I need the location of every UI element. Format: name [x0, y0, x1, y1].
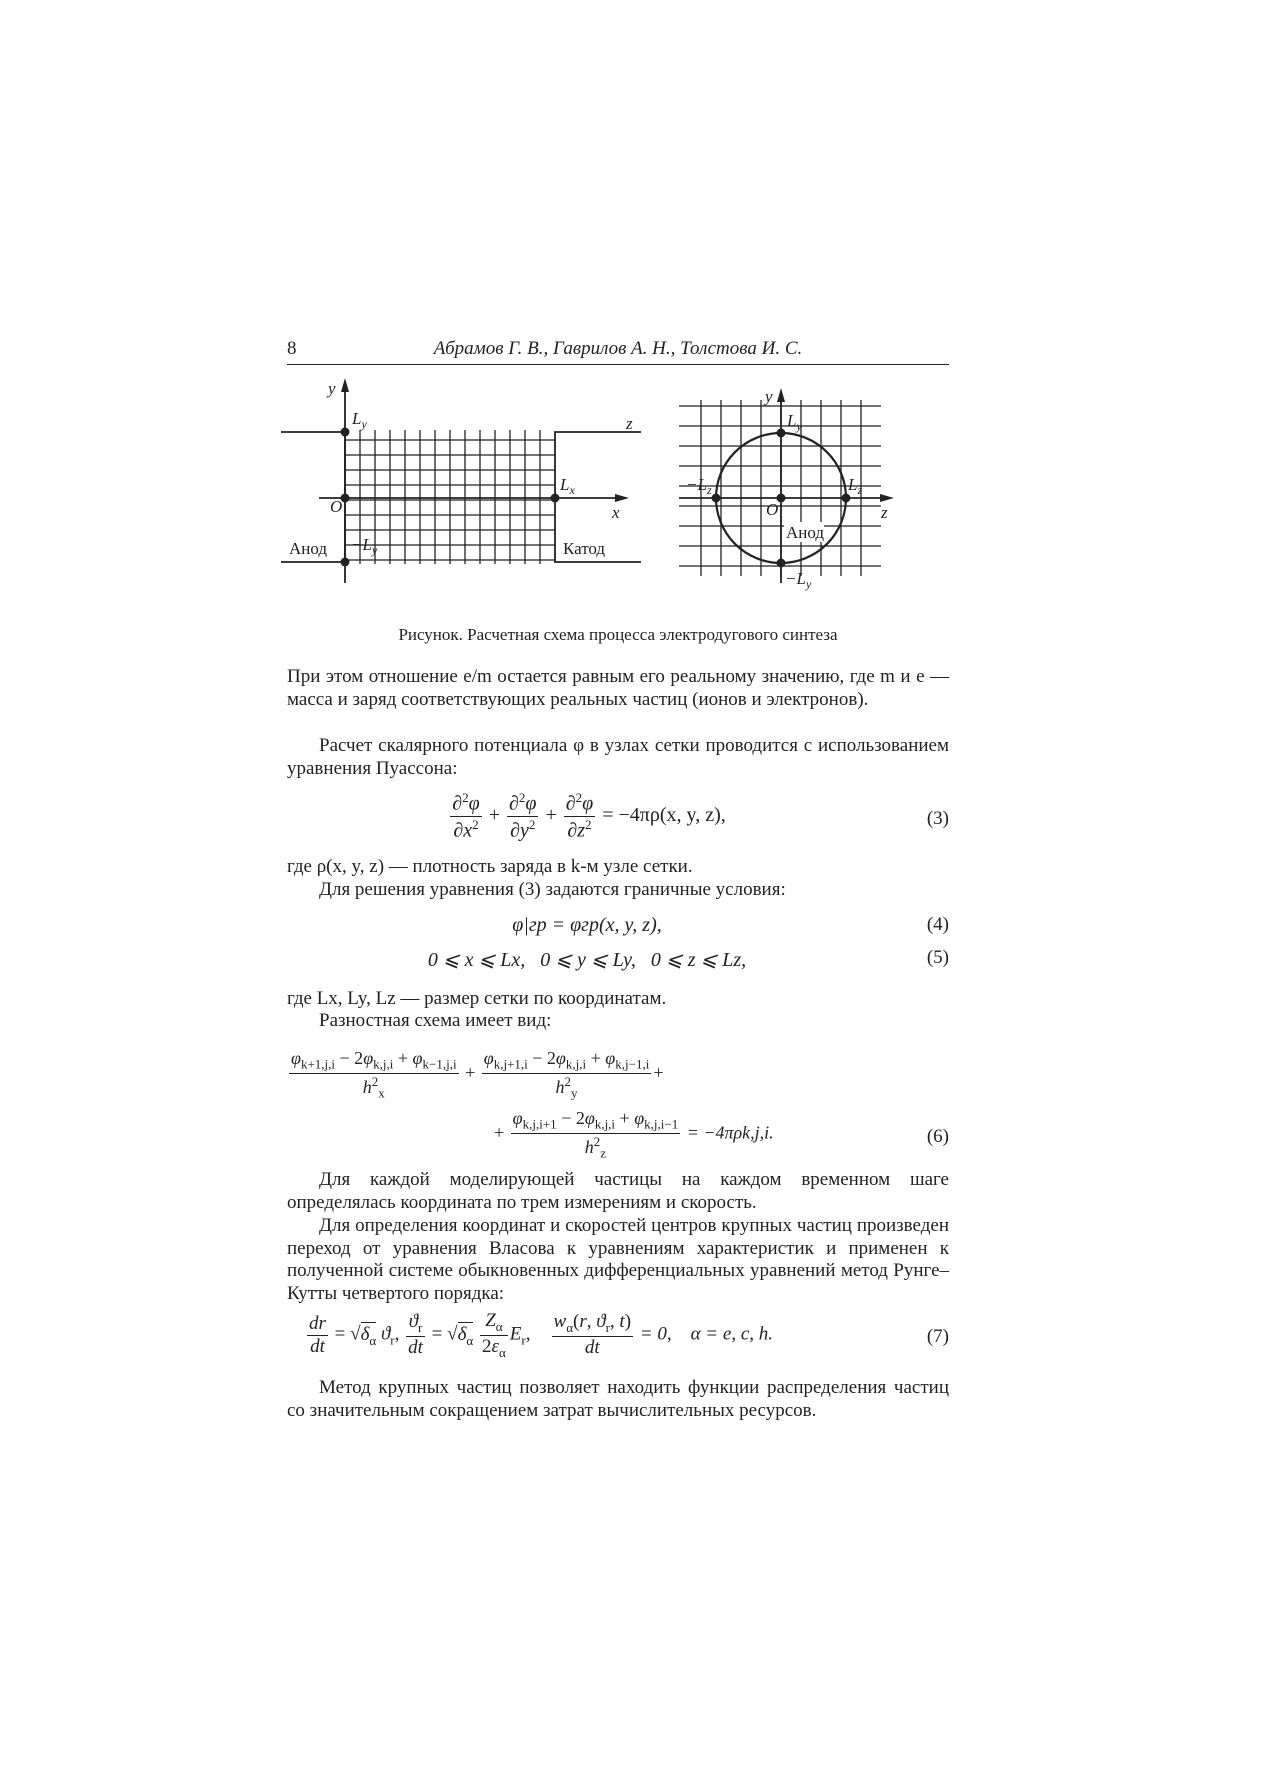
label-r-anode: Анод — [786, 523, 825, 542]
label-cathode: Катод — [563, 539, 606, 558]
label-Ly: L — [352, 409, 362, 428]
label-r-z: z — [881, 503, 888, 522]
eq3-number: (3) — [926, 808, 949, 829]
label-minus-Ly-sub: y — [371, 543, 378, 557]
header-authors: Абрамов Г. В., Гаврилов А. Н., Толстова И. С. — [433, 338, 803, 359]
label-r-minus-Lz: −L — [686, 475, 707, 494]
label-minus-Ly: −L — [351, 535, 372, 554]
label-r-Lz-sub: z — [857, 483, 863, 497]
svg-text:Lx — [559, 475, 575, 497]
figure-caption: Рисунок. Расчетная схема процесса электродугового синтеза — [398, 625, 838, 644]
label-r-minus-Ly-sub: y — [805, 577, 812, 591]
svg-text:−Lz — [686, 475, 712, 497]
svg-text:Ly — [351, 409, 367, 431]
left-labels — [289, 379, 633, 558]
equation-7: $\frac{dr}{dt}$ = $√\delta_\alpha$ $ϑ_r$, $\frac{ϑ_r}{dt}$ = $√\delta_\alpha$ $\frac{Z_\alpha}{2\varepsilon_\alpha}$ $E_r$, $\frac{w_\alpha(r, ϑ_r, t)}{dt}$ = 0, α = e, c, h. (7) — [309, 1310, 949, 1360]
point-Lx — [551, 494, 559, 502]
eq3-rhs: = −4πρ(x, y, z), — [602, 803, 726, 826]
eq6-rhs: = −4πρk,j,i. — [686, 1122, 774, 1143]
equation-5 — [287, 947, 949, 973]
figure-diagram — [281, 378, 953, 618]
paragraph-6: Разностная схема имеет вид: — [319, 1010, 552, 1031]
label-anode: Анод — [289, 539, 328, 558]
svg-text:−Ly — [351, 535, 378, 557]
label-Lx: L — [560, 475, 570, 494]
paragraph-1: При этом отношение e/m остается равным его реальному значению, где m и e — масса и заряд соответствующих реальных частиц (ионов и электронов). — [287, 666, 949, 710]
label-r-Ly: L — [787, 411, 797, 430]
point-r-Ly — [777, 429, 785, 437]
point-r-minus-Lz — [712, 494, 720, 502]
equation-3: $\frac{\partial^2\varphi}{\partial x^2}$ + $\frac{\partial^2\varphi}{\partial y^2}$ + $\frac{\partial^2\varphi}{\partial z^2}$ = −4πρ(x, y, z), (3) — [452, 790, 949, 842]
eq4-number: (4) — [926, 914, 949, 935]
svg-text:Lz — [847, 475, 862, 497]
eq5-number: (5) — [926, 947, 949, 968]
paragraph-3: где ρ(x, y, z) — плотность заряда в k-м узле сетки. — [287, 856, 693, 877]
paragraph-7: Для каждой моделирующей частицы на каждом временном шаге определялась координата по трем измерениям и скорость. — [287, 1169, 949, 1213]
label-r-minus-Ly: −L — [785, 569, 806, 588]
paragraph-5: где Lx, Ly, Lz — размер сетки по координатам. — [287, 988, 667, 1009]
eq4-body: φ|гр = φгр(x, y, z), — [512, 914, 662, 936]
label-r-y: y — [765, 387, 773, 406]
label-Ly-sub: y — [361, 417, 367, 431]
paragraph-2: Расчет скалярного потенциала φ в узлах сетки проводится с использованием уравнения Пуассона: — [287, 735, 949, 779]
paragraph-8: Для определения координат и скоростей центров крупных частиц произведен переход от уравнения Власова к уравнениям характеристик и применен к полученной системе обыкновенных дифференциальных уравнений метод Рунге–Кутты четвертого порядка: — [287, 1215, 949, 1304]
eq6-number: (6) — [926, 1126, 949, 1147]
paragraph-4: Для решения уравнения (3) задаются граничные условия: — [319, 879, 786, 900]
label-x: x — [612, 503, 620, 522]
point-minus-Ly — [341, 558, 349, 566]
eq7-number: (7) — [926, 1326, 949, 1347]
label-Lx-sub: x — [569, 483, 575, 497]
label-origin: O — [330, 497, 343, 516]
equation-4 — [287, 914, 949, 940]
label-r-Lz: L — [848, 475, 858, 494]
label-r-Ly-sub: y — [796, 419, 802, 433]
svg-text:−Ly — [785, 569, 812, 591]
page-number: 8 — [287, 338, 297, 359]
equation-6: $\frac{\varphi_{k+1,j,i} - 2\varphi_{k,j,i} + \varphi_{k-1,j,i}}{h^2_x}$ + $\frac{\varphi_{k,j+1,i} - 2\varphi_{k,j,i} + \varphi_{k,j-1,i}}{h^2_y}$ + + $\frac{\varphi_{k,j,i+1} - 2\varphi_{k,j,i} + \varphi_{k,j,i-1}}{h^2_z}$ = −4πρk,j,i. (6) — [291, 1048, 949, 1161]
point-r-Lz — [842, 494, 850, 502]
point-Ly — [341, 428, 349, 436]
paragraph-9: Метод крупных частиц позволяет находить функции распределения частиц со значительным сокращением затрат вычислительных ресурсов. — [287, 1377, 949, 1421]
label-r-origin: O — [766, 500, 779, 519]
eq7-tail: = 0, α = e, c, h. — [639, 1323, 773, 1345]
label-r-minus-Lz-sub: z — [706, 483, 712, 497]
point-r-minus-Ly — [777, 559, 785, 567]
svg-text:Ly — [786, 411, 802, 433]
label-y: y — [328, 379, 336, 398]
eq5-body: 0 ⩽ x ⩽ Lx, 0 ⩽ y ⩽ Ly, 0 ⩽ z ⩽ Lz, — [427, 949, 747, 971]
running-header — [287, 338, 949, 365]
label-z: z — [626, 414, 633, 433]
